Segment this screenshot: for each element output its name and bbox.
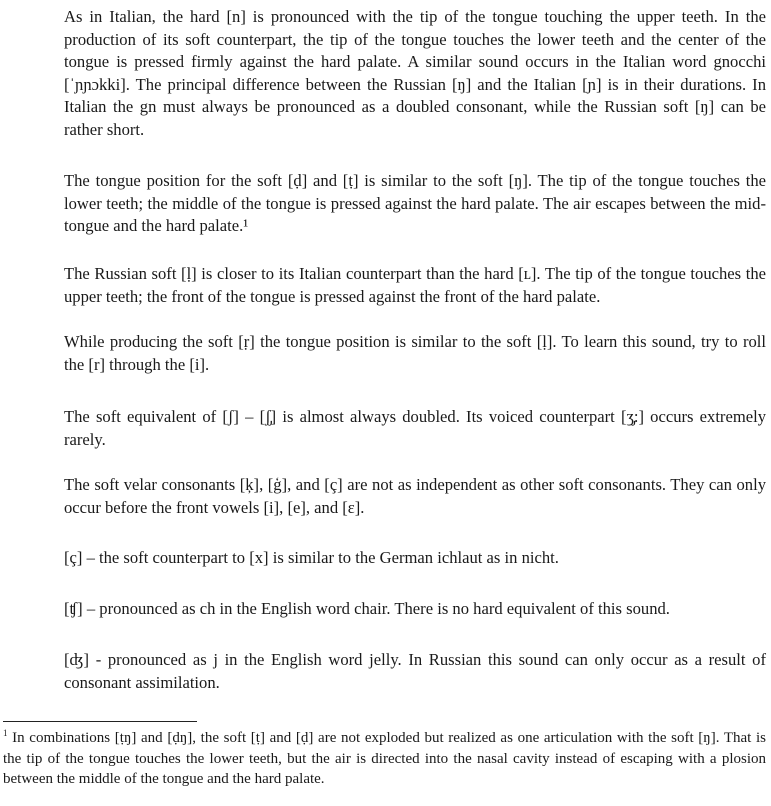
paragraph-soft-d-t bbox=[64, 170, 766, 238]
paragraph-text: [ʤ] - pronounced as j in the English word jelly. In Russian this sound can only occur as a result of consonant assimilation. bbox=[64, 650, 766, 692]
paragraph-text: The Russian soft [ḷ] is closer to its Italian counterpart than the hard [ʟ]. The tip of the tongue touches the upper teeth; the front of the tongue is pressed against the front of the hard palate. bbox=[64, 264, 766, 306]
footnote-marker: 1 bbox=[3, 728, 8, 738]
footnote bbox=[3, 728, 766, 790]
paragraph-text: The soft velar consonants [ķ], [ģ], and [ç] are not as independent as other soft consonants. They can only occur before the front vowels [i], [e], and [ɛ]. bbox=[64, 475, 766, 517]
paragraph-text: [ç] – the soft counterpart to [x] is similar to the German ichlaut as in nicht. bbox=[64, 548, 559, 567]
paragraph-soft-n bbox=[64, 6, 766, 141]
paragraph-soft-sh bbox=[64, 406, 766, 451]
footnote-divider bbox=[3, 721, 197, 722]
paragraph-text: The tongue position for the soft [ḍ] and [ṭ] is similar to the soft [ŋ]. The tip of the tongue touches the lower teeth; the middle of the tongue is pressed against the hard palate. The air escapes between the mid-tongue and the hard palate.¹ bbox=[64, 171, 766, 235]
paragraph-ch bbox=[64, 598, 766, 621]
paragraph-soft-velars bbox=[64, 474, 766, 519]
paragraph-j bbox=[64, 649, 766, 694]
footnote-text: In combinations [ṭŋ] and [ḍŋ], the soft [ṭ] and [ḍ] are not exploded but realized as one articulation with the soft [ŋ]. That is the tip of the tongue touches the lower teeth, but the air is directed into the nasal cavity instead of escaping with a plosion between the middle of the tongue and the hard palate. bbox=[3, 730, 767, 787]
paragraph-text: The soft equivalent of [ʃ] – [ʃ̡] is almost always doubled. Its voiced counterpart [ʒ̡:] occurs extremely rarely. bbox=[64, 407, 766, 449]
paragraph-text: While producing the soft [ṛ] the tongue position is similar to the soft [ḷ]. To learn this sound, try to roll the [r] through the [i]. bbox=[64, 332, 766, 374]
paragraph-soft-r bbox=[64, 331, 766, 376]
paragraph-text: [ʧ] – pronounced as ch in the English word chair. There is no hard equivalent of this sound. bbox=[64, 599, 670, 618]
paragraph-soft-x bbox=[64, 547, 766, 570]
paragraph-text: As in Italian, the hard [n] is pronounced with the tip of the tongue touching the upper teeth. In the production of its soft counterpart, the tip of the tongue touches the lower teeth and the center of the tongue is pressed firmly against the hard palate. A similar sound occurs in the Italian word gnocchi [ˈɲɲɔkki]. The principal difference between the Russian [ŋ] and the Italian [ɲ] is in their durations. In Italian the gn must always be pronounced as a doubled consonant, while the Russian soft [ŋ] can be rather short. bbox=[64, 7, 766, 139]
paragraph-soft-l bbox=[64, 263, 766, 308]
